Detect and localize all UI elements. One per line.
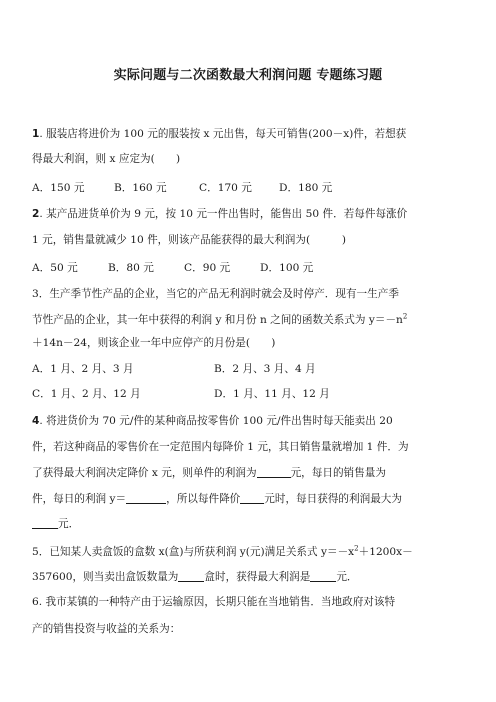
question-5-text: 5．已知某人卖盒饭的盒数 x(盒)与所获利润 y(元)满足关系式 y＝－x (32, 546, 355, 558)
question-5-line-1 (32, 545, 472, 559)
option-a: A．50 元 (32, 262, 78, 274)
question-5-text: 元． (336, 571, 358, 583)
answer-blank[interactable] (257, 466, 291, 478)
question-3-line-2 (32, 313, 472, 327)
question-4-text: 元． (58, 518, 80, 530)
option-b: B．2 月、3 月、4 月 (214, 363, 316, 375)
option-b: B．80 元 (108, 262, 154, 274)
question-3-line-3: ＋14n－24，则该企业一年中应停产的月份是( ) (32, 337, 276, 349)
question-4-text: ，所以每件降价 (166, 493, 241, 505)
option-a: A．1 月、2 月、3 月 (32, 363, 134, 375)
question-4-line-1 (32, 414, 472, 428)
answer-blank[interactable] (240, 492, 264, 504)
question-5-line-2 (32, 570, 472, 584)
question-5-text: 盒时，获得最大利润是 (204, 571, 311, 583)
question-3-line-1: 3．生产季节性产品的企业，当它的产品无利润时就会及时停产．现有一生产季 (32, 288, 399, 300)
option-b: B．160 元 (114, 182, 167, 194)
question-4-text: 元，每日的销售量为 (290, 467, 386, 479)
question-1-line-2: 得最大利润，则 x 应定为( ) (32, 153, 181, 165)
question-5-text: ＋1200x－ (358, 546, 413, 558)
question-3-options-row-2 (32, 387, 330, 401)
question-4-number: 4 (32, 415, 40, 427)
question-3-options-row-1 (32, 362, 316, 376)
option-d: D．180 元 (279, 182, 333, 194)
question-2-line-2: 1 元，销售量就减少 10 件，则该产品能获得的最大利润为( ) (32, 234, 347, 246)
question-1-text: . 服装店将进价为 100 元的服装按 x 元出售，每天可销售(200－x)件，若想获 (39, 128, 407, 140)
question-4-line-5 (32, 517, 472, 531)
option-d: D．1 月、11 月、12 月 (214, 388, 330, 400)
question-4-text: 了获得最大利润决定降价 x 元，则单件的利润为 (32, 467, 257, 479)
answer-blank[interactable] (178, 570, 204, 582)
exponent: 2 (354, 544, 359, 553)
option-c: C．170 元 (199, 182, 252, 194)
question-5-text: 357600，则当卖出盒饭数量为 (32, 571, 179, 583)
answer-blank[interactable] (32, 517, 58, 529)
question-4-line-4 (32, 492, 472, 506)
option-a: A．150 元 (32, 182, 85, 194)
question-2-number: 2 (32, 208, 40, 220)
question-1-number: 1 (32, 128, 40, 140)
question-2-options (32, 261, 313, 275)
question-3-text: 节性产品的企业，其一年中获得的利润 y 和月份 n 之间的函数关系式为 y＝－n (32, 314, 403, 326)
option-c: C．1 月、2 月、12 月 (32, 388, 141, 400)
question-4-text: 元时，每日获得的利润最大为 (264, 493, 402, 505)
question-2-text: . 某产品进货单价为 9 元，按 10 元一件出售时，能售出 50 件．若每件每涨价 (39, 208, 408, 220)
answer-blank[interactable] (310, 570, 336, 582)
question-4-text: 件，每日的利润 y＝ (32, 493, 127, 505)
question-1-options (32, 181, 332, 195)
answer-blank[interactable] (126, 492, 166, 504)
question-6-line-1: 6. 我市某镇的一种特产由于运输原因，长期只能在当地销售．当地政府对该特 (32, 596, 396, 608)
question-4-text: . 将进货价为 70 元/件的某种商品按零售价 100 元/件出售时每天能卖出 20 (39, 415, 393, 427)
option-c: C．90 元 (184, 262, 231, 274)
option-d: D．100 元 (260, 262, 314, 274)
question-4-line-2: 件，若这种商品的零售价在一定范围内每降价 1 元，其日销售量就增加 1 件．为 (32, 441, 409, 453)
exponent: 2 (402, 312, 408, 321)
question-4-line-3 (32, 466, 472, 480)
page-title: 实际问题与二次函数最大利润问题 专题练习题 (113, 68, 383, 83)
question-6-line-2: 产的销售投资与收益的关系为： (32, 623, 181, 635)
question-2-line-1 (32, 207, 472, 221)
question-1-line-1 (32, 127, 472, 141)
